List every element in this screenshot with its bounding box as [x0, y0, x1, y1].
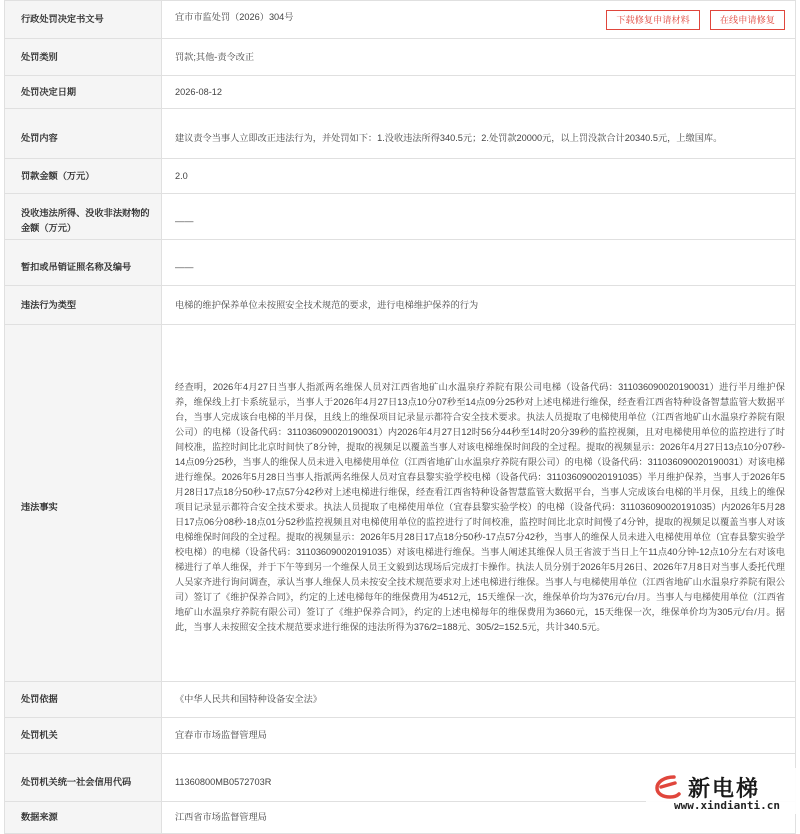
repair-buttons: [606, 10, 785, 30]
row-value: 罚款;其他-责令改正: [162, 39, 796, 76]
table-row: [5, 682, 796, 718]
row-value: 电梯的维护保养单位未按照安全技术规范的要求，进行电梯维护保养的行为: [162, 286, 796, 325]
logo-name: 新电梯: [688, 777, 761, 802]
row-label: 没收违法所得、没收非法财物的金额（万元）: [5, 194, 162, 240]
row-label: 处罚内容: [5, 109, 162, 159]
row-label: 违法行为类型: [5, 286, 162, 325]
elevator-e-icon: [652, 774, 682, 800]
site-logo: [646, 768, 796, 814]
illegal-facts-text: 经查明，2026年4月27日当事人指派两名维保人员对江西省地矿山水温泉疗养院有限公司电梯（设备代码：311036090020190031）进行半月维护保养，维保线上打卡系统显示，当事人于2026年4月27日13点10分07秒至14点09分25秒对上述电梯进行维保，经查看江西省特种设备智慧监管大数据平台，当事人完成该台电梯的半月保，且线上的维保项目记录显示都符合安全技术要求。执法人员提取了电梯使用单位（江西省地矿山水温泉疗养院有限公司）的电梯（设备代码：311036090020190031）内2026年4月27日12时56分44秒至14时20分39秒的监控视频，且对电梯使用单位的监控进行了时间校准，监控时间比北京时间快了8分钟，提取的视频足以覆盖当事人对该电梯维保时间段的全过程。提取的视频显示：2026年4月27日13点10分07秒-14点09分25秒，当事人的维保人员未进入电梯使用单位（江西省地矿山水温泉疗养院有限公司）的电梯（设备代码：311036090020190031）对该电梯进行维保。2026年5月28日当事人指派两名维保人员对宜春县黎实验学校电梯（设备代码：311036090020191035）半月维护保养，当事人于2026年5月28日17点18分50秒-17点57分42秒对上述电梯进行维保，经查看江西省特种设备智慧监管大数据平台，当事人完成该台电梯的半月保，且线上的维保项目记录显示都符合安全技术要求。执法人员提取了电梯使用单位（宜春县黎实验学校）的电梯（设备代码：311036090020191035）内2026年5月28日17点06分08秒-18点01分52秒监控视频且对电梯使用单位的监控进行了时间校准，监控时间比北京时间慢了4分钟，提取的视频足以覆盖当事人对该电梯维保时间段的全过程。提取的视频显示：2026年5月28日17点18分50秒-17点57分42秒，当事人的维保人员未进入电梯使用单位（宜春县黎实验学校电梯）的电梯（设备代码：311036090020191035）对该电梯进行维保。当事人阐述其维保人员王省波于当日上午11点40分钟-12点10分左右对该电梯进行了单人维保，并于下午等到另一个维保人员王文毅到达现场后完成打卡操作。执法人员分别于2026年5月26日、2026年7月8日对当事人委托代理人吴家齐进行询问调查，承认当事人维保人员未按安全技术规范要求对上述电梯进行维保。当事人与电梯使用单位（江西省地矿山水温泉疗养院有限公司）签订了《维护保养合同》，约定的上述电梯每年的维保费用为4512元，15天维保一次，维保单价均为376元/台/月。当事人与电梯使用单位（江西省地矿山水温泉疗养院有限公司）签订了《维护保养合同》，约定的上述电梯每年的维保费用为3660元，15天维保一次，维保单价均为305元/台/月。据此，当事人未按照安全技术规范要求进行维保的违法所得为376/2=188元、305/2=152.5元，共计340.5元。: [175, 382, 785, 632]
logo-url: www.xindianti.cn: [674, 799, 780, 812]
row-value: 2026-08-12: [162, 76, 796, 109]
apply-online-repair-button[interactable]: 在线申请修复: [710, 10, 785, 30]
download-repair-materials-button[interactable]: 下载修复申请材料: [606, 10, 700, 30]
table-row: [5, 39, 796, 76]
row-value: 江西省市场监督管理局: [162, 802, 796, 834]
row-value: 建议责令当事人立即改正违法行为，并处罚如下：1.没收违法所得340.5元；2.处罚款20000元，以上罚没款合计20340.5元，上缴国库。: [162, 109, 796, 159]
table-row: [5, 286, 796, 325]
row-value: 11360800MB0572703R: [162, 754, 796, 802]
row-label: 处罚依据: [5, 682, 162, 718]
row-label: 违法事实: [5, 325, 162, 682]
row-value: ——: [162, 194, 796, 240]
row-label: 处罚机关: [5, 718, 162, 754]
table-row: [5, 159, 796, 194]
row-label: 处罚决定日期: [5, 76, 162, 109]
penalty-record-table: [4, 0, 796, 834]
row-label: 行政处罚决定书文号: [5, 1, 162, 39]
table-row: [5, 240, 796, 286]
row-label: 处罚类别: [5, 39, 162, 76]
table-row: [5, 325, 796, 682]
table-row: [5, 109, 796, 159]
table-row: [5, 194, 796, 240]
row-value: 2.0: [162, 159, 796, 194]
row-value: [162, 1, 796, 39]
row-label: 罚款金额（万元）: [5, 159, 162, 194]
row-value: 宜春市市场监督管理局: [162, 718, 796, 754]
table-row: [5, 718, 796, 754]
row-label: 数据来源: [5, 802, 162, 834]
row-label: 处罚机关统一社会信用代码: [5, 754, 162, 802]
decision-number: 宜市市监处罚（2026）304号: [175, 11, 294, 22]
row-value: 《中华人民共和国特种设备安全法》: [162, 682, 796, 718]
table-row: [5, 76, 796, 109]
row-value: ——: [162, 240, 796, 286]
table-row: [5, 1, 796, 39]
row-label: 暂扣或吊销证照名称及编号: [5, 240, 162, 286]
row-value: [162, 325, 796, 682]
